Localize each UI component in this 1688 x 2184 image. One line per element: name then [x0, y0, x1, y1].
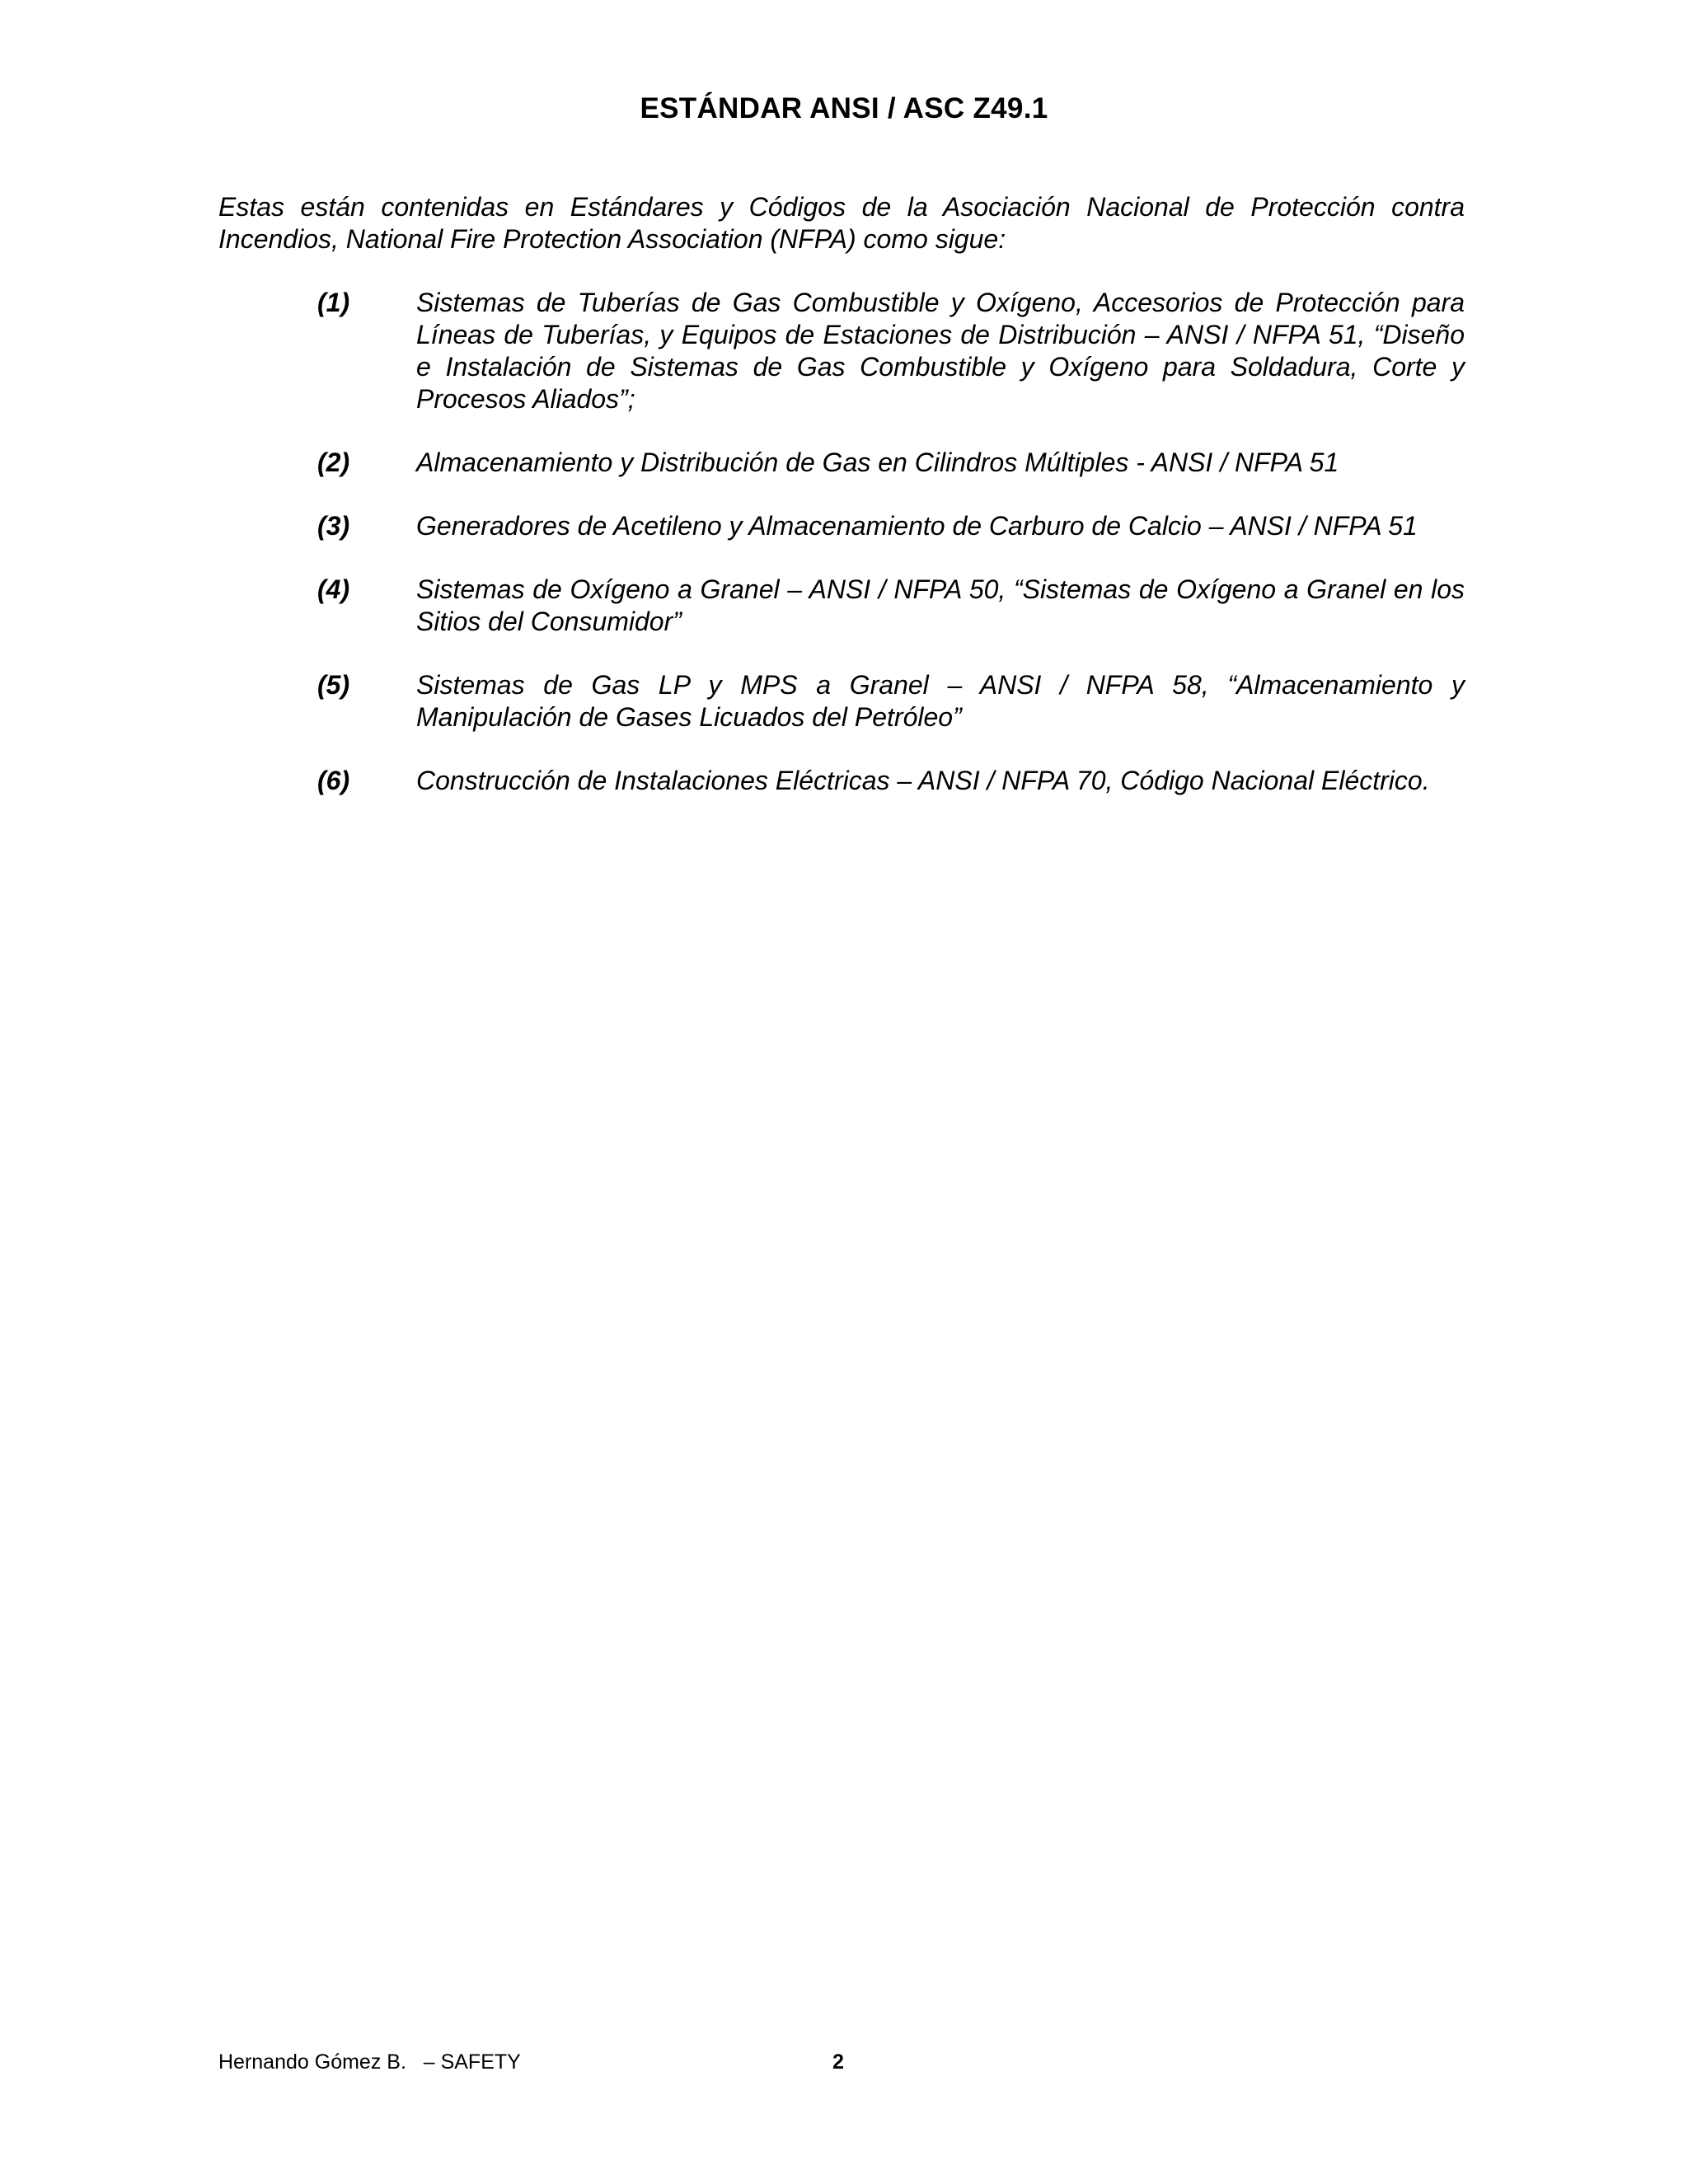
list-item [317, 765, 1465, 797]
list-item [317, 287, 1465, 415]
list-item-text: Sistemas de Gas LP y MPS a Granel – ANSI / NFPA 58, “Almacenamiento y Manipulación de Gases Licuados del Petróleo” [416, 670, 1465, 732]
list-item-text: Sistemas de Tuberías de Gas Combustible y Oxígeno, Accesorios de Protección para Líneas de Tuberías, y Equipos de Estaciones de Distribución – ANSI / NFPA 51, “Diseño e Instalación de Sistemas de Gas Combustible y Oxígeno para Soldadura, Corte y Procesos Aliados”; [416, 288, 1465, 414]
list-item-number: (2) [317, 448, 350, 477]
list-item [317, 510, 1465, 542]
footer-author: Hernando Gómez B. – SAFETY [218, 2050, 521, 2074]
standards-list [317, 287, 1465, 828]
footer-page-number: 2 [832, 2050, 844, 2074]
list-item-text: Construcción de Instalaciones Eléctricas – ANSI / NFPA 70, Código Nacional Eléctrico. [416, 766, 1430, 795]
list-item-number: (5) [317, 670, 350, 700]
list-item-text: Almacenamiento y Distribución de Gas en Cilindros Múltiples - ANSI / NFPA 51 [416, 448, 1339, 477]
list-item-text: Sistemas de Oxígeno a Granel – ANSI / NFPA 50, “Sistemas de Oxígeno a Granel en los Sitios del Consumidor” [416, 574, 1465, 636]
list-item [317, 669, 1465, 733]
list-item [317, 574, 1465, 638]
list-item-number: (6) [317, 766, 350, 795]
list-item-number: (3) [317, 511, 350, 541]
list-item-number: (1) [317, 288, 350, 317]
intro-paragraph: Estas están contenidas en Estándares y Códigos de la Asociación Nacional de Protección contra Incendios, National Fire Protection Association (NFPA) como sigue: [218, 192, 1465, 254]
list-item-number: (4) [317, 574, 350, 604]
page-title: ESTÁNDAR ANSI / ASC Z49.1 [640, 92, 1048, 124]
list-item-text: Generadores de Acetileno y Almacenamiento de Carburo de Calcio – ANSI / NFPA 51 [416, 511, 1418, 541]
list-item [317, 447, 1465, 479]
